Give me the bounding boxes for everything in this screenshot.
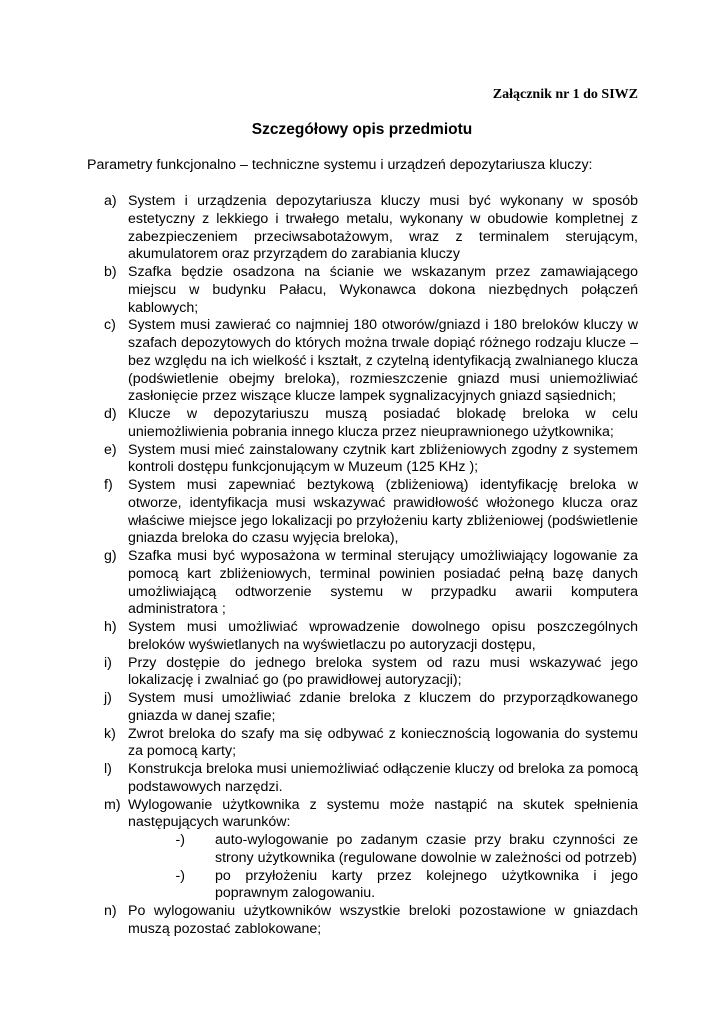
sub-item-text: auto-wylogowanie po zadanym czasie przy braku czynności ze strony użytkownika (regulowane dowolnie w zależności od potrzeb)	[215, 832, 638, 866]
list-item-e	[104, 442, 638, 478]
list-item-a	[104, 193, 638, 264]
list-item-l	[104, 761, 638, 797]
sub-item-text: po przyłożeniu karty przez kolejnego użytkownika i jego poprawnym zalogowaniu.	[215, 867, 638, 902]
sub-item-label: -)	[175, 867, 185, 884]
list-item-i	[104, 655, 638, 691]
item-label: f)	[104, 477, 113, 493]
item-text: Zwrot breloka do szafy ma się odbywać z koniecznością logowania do systemu za pomocą karty;	[128, 725, 638, 760]
item-text: System musi umożliwiać zdanie breloka z kluczem do przyporządkowanego gniazda w danej szafie;	[128, 690, 638, 724]
page-title: Szczegółowy opis przedmiotu	[251, 121, 473, 138]
sub-item-label: -)	[175, 832, 185, 848]
item-label: e)	[104, 441, 117, 458]
item-label: a)	[104, 193, 117, 209]
list-item-n	[104, 903, 638, 939]
item-label: n)	[104, 903, 117, 919]
item-label: j)	[104, 690, 112, 706]
item-label: m)	[104, 796, 121, 813]
item-text: Klucze w depozytariuszu muszą posiadać blokadę breloka w celu uniemożliwienia pobrania innego klucza przez nieuprawnionego użytkownika;	[128, 406, 638, 440]
item-text: Przy dostępie do jednego breloka system od razu musi wskazywać jego lokalizację i zwalniać go (po prawidłowej autoryzacji);	[128, 654, 638, 689]
item-text: Po wylogowaniu użytkowników wszystkie breloki pozostawione w gniazdach muszą pozostać zablokowane;	[128, 903, 638, 937]
item-text: System musi mieć zainstalowany czytnik kart zbliżeniowych zgodny z systemem kontroli dostępu funkcjonującym w Muzeum (125 KHz );	[128, 441, 638, 476]
list-item-h	[104, 619, 638, 655]
list-item-d	[104, 406, 638, 442]
item-label: c)	[104, 317, 116, 334]
item-text: Konstrukcja breloka musi uniemożliwiać odłączenie kluczy od breloka za pomocą podstawowych narzędzi.	[128, 761, 638, 795]
item-text: Szafka musi być wyposażona w terminal sterujący umożliwiający logowanie za pomocą kart zbliżeniowych, terminal powinien posiadać pełną bazę danych umożliwiającą odtworzenie systemu w przypadku awarii komputera administratora ;	[128, 548, 638, 618]
item-label: k)	[104, 725, 116, 742]
item-label: l)	[104, 761, 112, 777]
list-item-c	[104, 317, 638, 406]
item-label: d)	[104, 406, 117, 422]
item-text: Szafka będzie osadzona na ścianie we wskazanym przez zamawiającego miejscu w budynku Pałacu, Wykonawca dokona niezbędnych połączeń kablowych;	[128, 264, 638, 316]
item-label: i)	[104, 654, 112, 671]
requirements-list	[104, 193, 638, 939]
list-item-k	[104, 726, 638, 762]
sub-item-card-logout	[104, 868, 638, 904]
item-text: System i urządzenia depozytariusza kluczy musi być wykonany w sposób estetyczny z lekkiego i trwałego metalu, wykonany w obudowie kompletnej z zabezpieczeniem przeciwsabotażowym, wraz z terminalem sterującym, akumulatorem oraz przyrządem do zarabiania kluczy	[128, 193, 638, 263]
item-text: System musi zawierać co najmniej 180 otworów/gniazd i 180 breloków kluczy w szafach depozytowych do których można trwale dopiąć różnego rodzaju klucze – bez względu na ich wielkość i kształt, z czytelną identyfikacją zwalnianego klucza (podświetlenie obejmy breloka), rozmieszczenie gniazd musi uniemożliwiać zasłonięcie przez wiszące klucze lampek sygnalizacyjnych gniazd sąsiednich;	[128, 317, 638, 405]
list-item-m	[104, 797, 638, 833]
list-item-f	[104, 477, 638, 548]
item-label: g)	[104, 548, 117, 564]
list-item-b	[104, 264, 638, 317]
intro-paragraph: Parametry funkcjonalno – techniczne systemu i urządzeń depozytariusza kluczy:	[87, 157, 593, 173]
item-text: Wylogowanie użytkownika z systemu może nastąpić na skutek spełnienia następujących warunków:	[128, 796, 638, 831]
item-label: h)	[104, 619, 117, 635]
sub-item-auto-logout	[104, 832, 638, 868]
item-text: System musi zapewniać beztykową (zbliżeniową) identyfikację breloka w otworze, identyfikacja musi wskazywać prawidłowość włożonego klucza oraz właściwe miejsce jego lokalizacji po przyłożeniu karty zbliżeniowej (podświetlenie gniazda breloka do czasu wyjęcia breloka),	[128, 477, 638, 547]
annex-label: Załącznik nr 1 do SIWZ	[492, 87, 638, 102]
item-text: System musi umożliwiać wprowadzenie dowolnego opisu poszczególnych breloków wyświetlanych na wyświetlaczu po autoryzacji dostępu,	[128, 619, 638, 653]
item-label: b)	[104, 264, 117, 280]
list-item-g	[104, 548, 638, 619]
list-item-j	[104, 690, 638, 726]
